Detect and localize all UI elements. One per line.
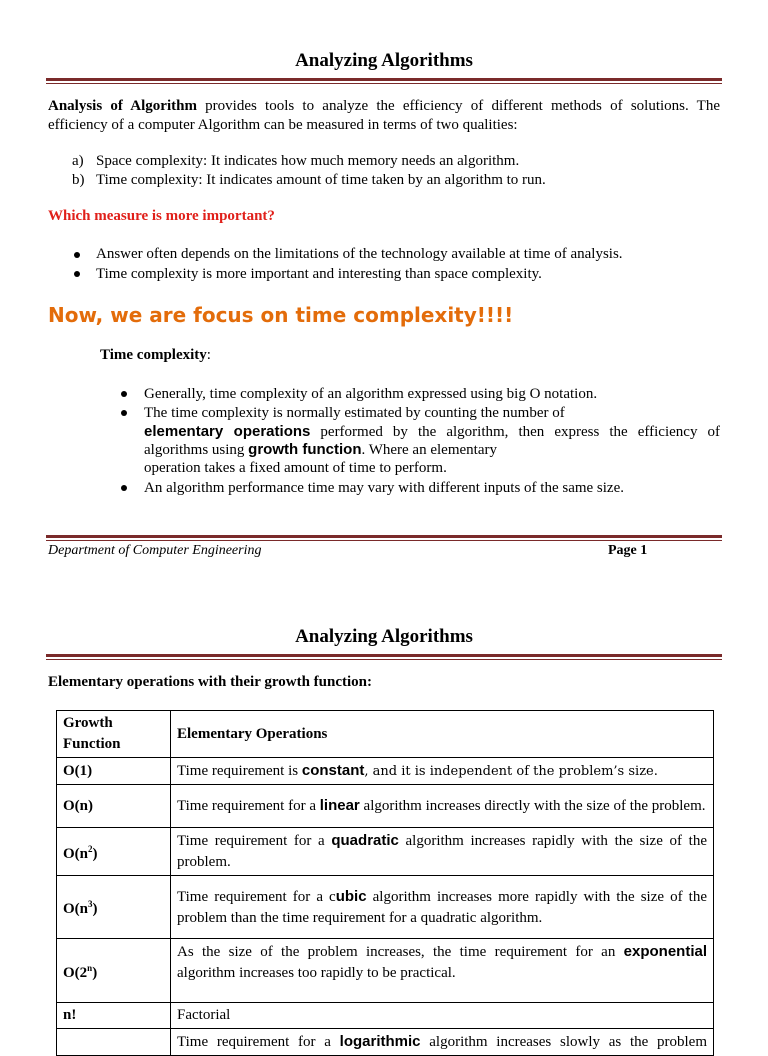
operation-description: Time requirement for a logarithmic algorithm increases slowly as the problem <box>171 1029 714 1056</box>
intro-paragraph <box>48 97 720 135</box>
table-row <box>57 785 714 828</box>
growth-function-header: Growth Function <box>57 711 171 758</box>
bullet-icon <box>121 410 127 416</box>
footer-rule <box>46 535 722 541</box>
operation-description: Time requirement for a linear algorithm increases directly with the size of the problem. <box>171 785 714 828</box>
table-subheading: Elementary operations with their growth function: <box>48 674 373 690</box>
time-complexity-label: Time complexity: <box>100 347 211 363</box>
tc-bullet-2-line-1: The time complexity is normally estimated by counting the number of <box>144 405 565 421</box>
list-marker-a: a) <box>72 153 84 169</box>
space-complexity-item: Space complexity: It indicates how much memory needs an algorithm. <box>96 153 520 169</box>
answer-item: Answer often depends on the limitations of the technology available at time of analysis. <box>96 246 623 262</box>
footer-page-number: Page 1 <box>608 543 648 558</box>
page-title: Analyzing Algorithms <box>295 50 473 71</box>
tc-bullet-1: Generally, time complexity of an algorithm expressed using big O notation. <box>144 386 598 402</box>
growth-function-cell: $O(n^3)$ <box>57 876 171 939</box>
operation-description: Time requirement for a quadratic algorithm increases rapidly with the size of the problem. <box>171 828 714 876</box>
bullet-icon <box>74 252 80 258</box>
bullet-icon <box>121 391 127 397</box>
operation-description: As the size of the problem increases, the time requirement for an exponential algorithm increases too rapidly to be practical. <box>171 939 714 1003</box>
table-header-row <box>57 711 714 758</box>
growth-function-table <box>56 710 714 1056</box>
elementary-operations-header: Elementary Operations <box>171 711 714 758</box>
answer-item: Time complexity is more important and interesting than space complexity. <box>96 266 542 282</box>
operation-description: Factorial <box>171 1003 714 1029</box>
growth-function-cell: n! <box>57 1003 171 1029</box>
growth-function-cell <box>57 1029 171 1056</box>
table-row <box>57 939 714 1003</box>
table-row <box>57 1029 714 1056</box>
time-complexity-item: Time complexity: It indicates amount of time taken by an algorithm to run. <box>96 172 546 188</box>
growth-function-cell: O(1) <box>57 758 171 785</box>
intro-bold: Analysis of Algorithm <box>48 98 197 114</box>
header-rule <box>46 654 722 660</box>
footer-department: Department of Computer Engineering <box>48 543 262 558</box>
list-marker-b: b) <box>72 172 85 188</box>
operation-description: Time requirement is constant, and it is independent of the problem’s size. <box>171 758 714 785</box>
bullet-icon <box>121 485 127 491</box>
tc-bullet-2-line-3: algorithms using growth function. Where an elementary <box>144 441 497 458</box>
growth-function-cell: $O(n^2)$ <box>57 828 171 876</box>
tc-bullet-2-line-4: operation takes a fixed amount of time to perform. <box>144 460 447 476</box>
table-row <box>57 828 714 876</box>
intro-text: provides tools to analyze the efficiency of different methods of solutions. The efficiency of a computer Algorithm can be measured in terms of two qualities: <box>48 98 721 133</box>
tc-bullet-2-line-2: elementary operations performed by the algorithm, then express the efficiency of <box>144 423 720 440</box>
table-row <box>57 758 714 785</box>
table-row <box>57 1003 714 1029</box>
operation-description: Time requirement for a cubic algorithm increases more rapidly with the size of the problem than the time requirement for a quadratic algorithm. <box>171 876 714 939</box>
growth-function-cell: O(2$^n$) <box>57 939 171 1003</box>
question-heading: Which measure is more important? <box>48 208 275 224</box>
page-title: Analyzing Algorithms <box>295 626 473 647</box>
growth-function-cell: O(n) <box>57 785 171 828</box>
bullet-icon <box>74 271 80 277</box>
tc-bullet-3: An algorithm performance time may vary with different inputs of the same size. <box>144 480 624 496</box>
focus-heading: Now, we are focus on time complexity!!!! <box>48 303 514 327</box>
table-row <box>57 876 714 939</box>
header-rule <box>46 78 722 84</box>
